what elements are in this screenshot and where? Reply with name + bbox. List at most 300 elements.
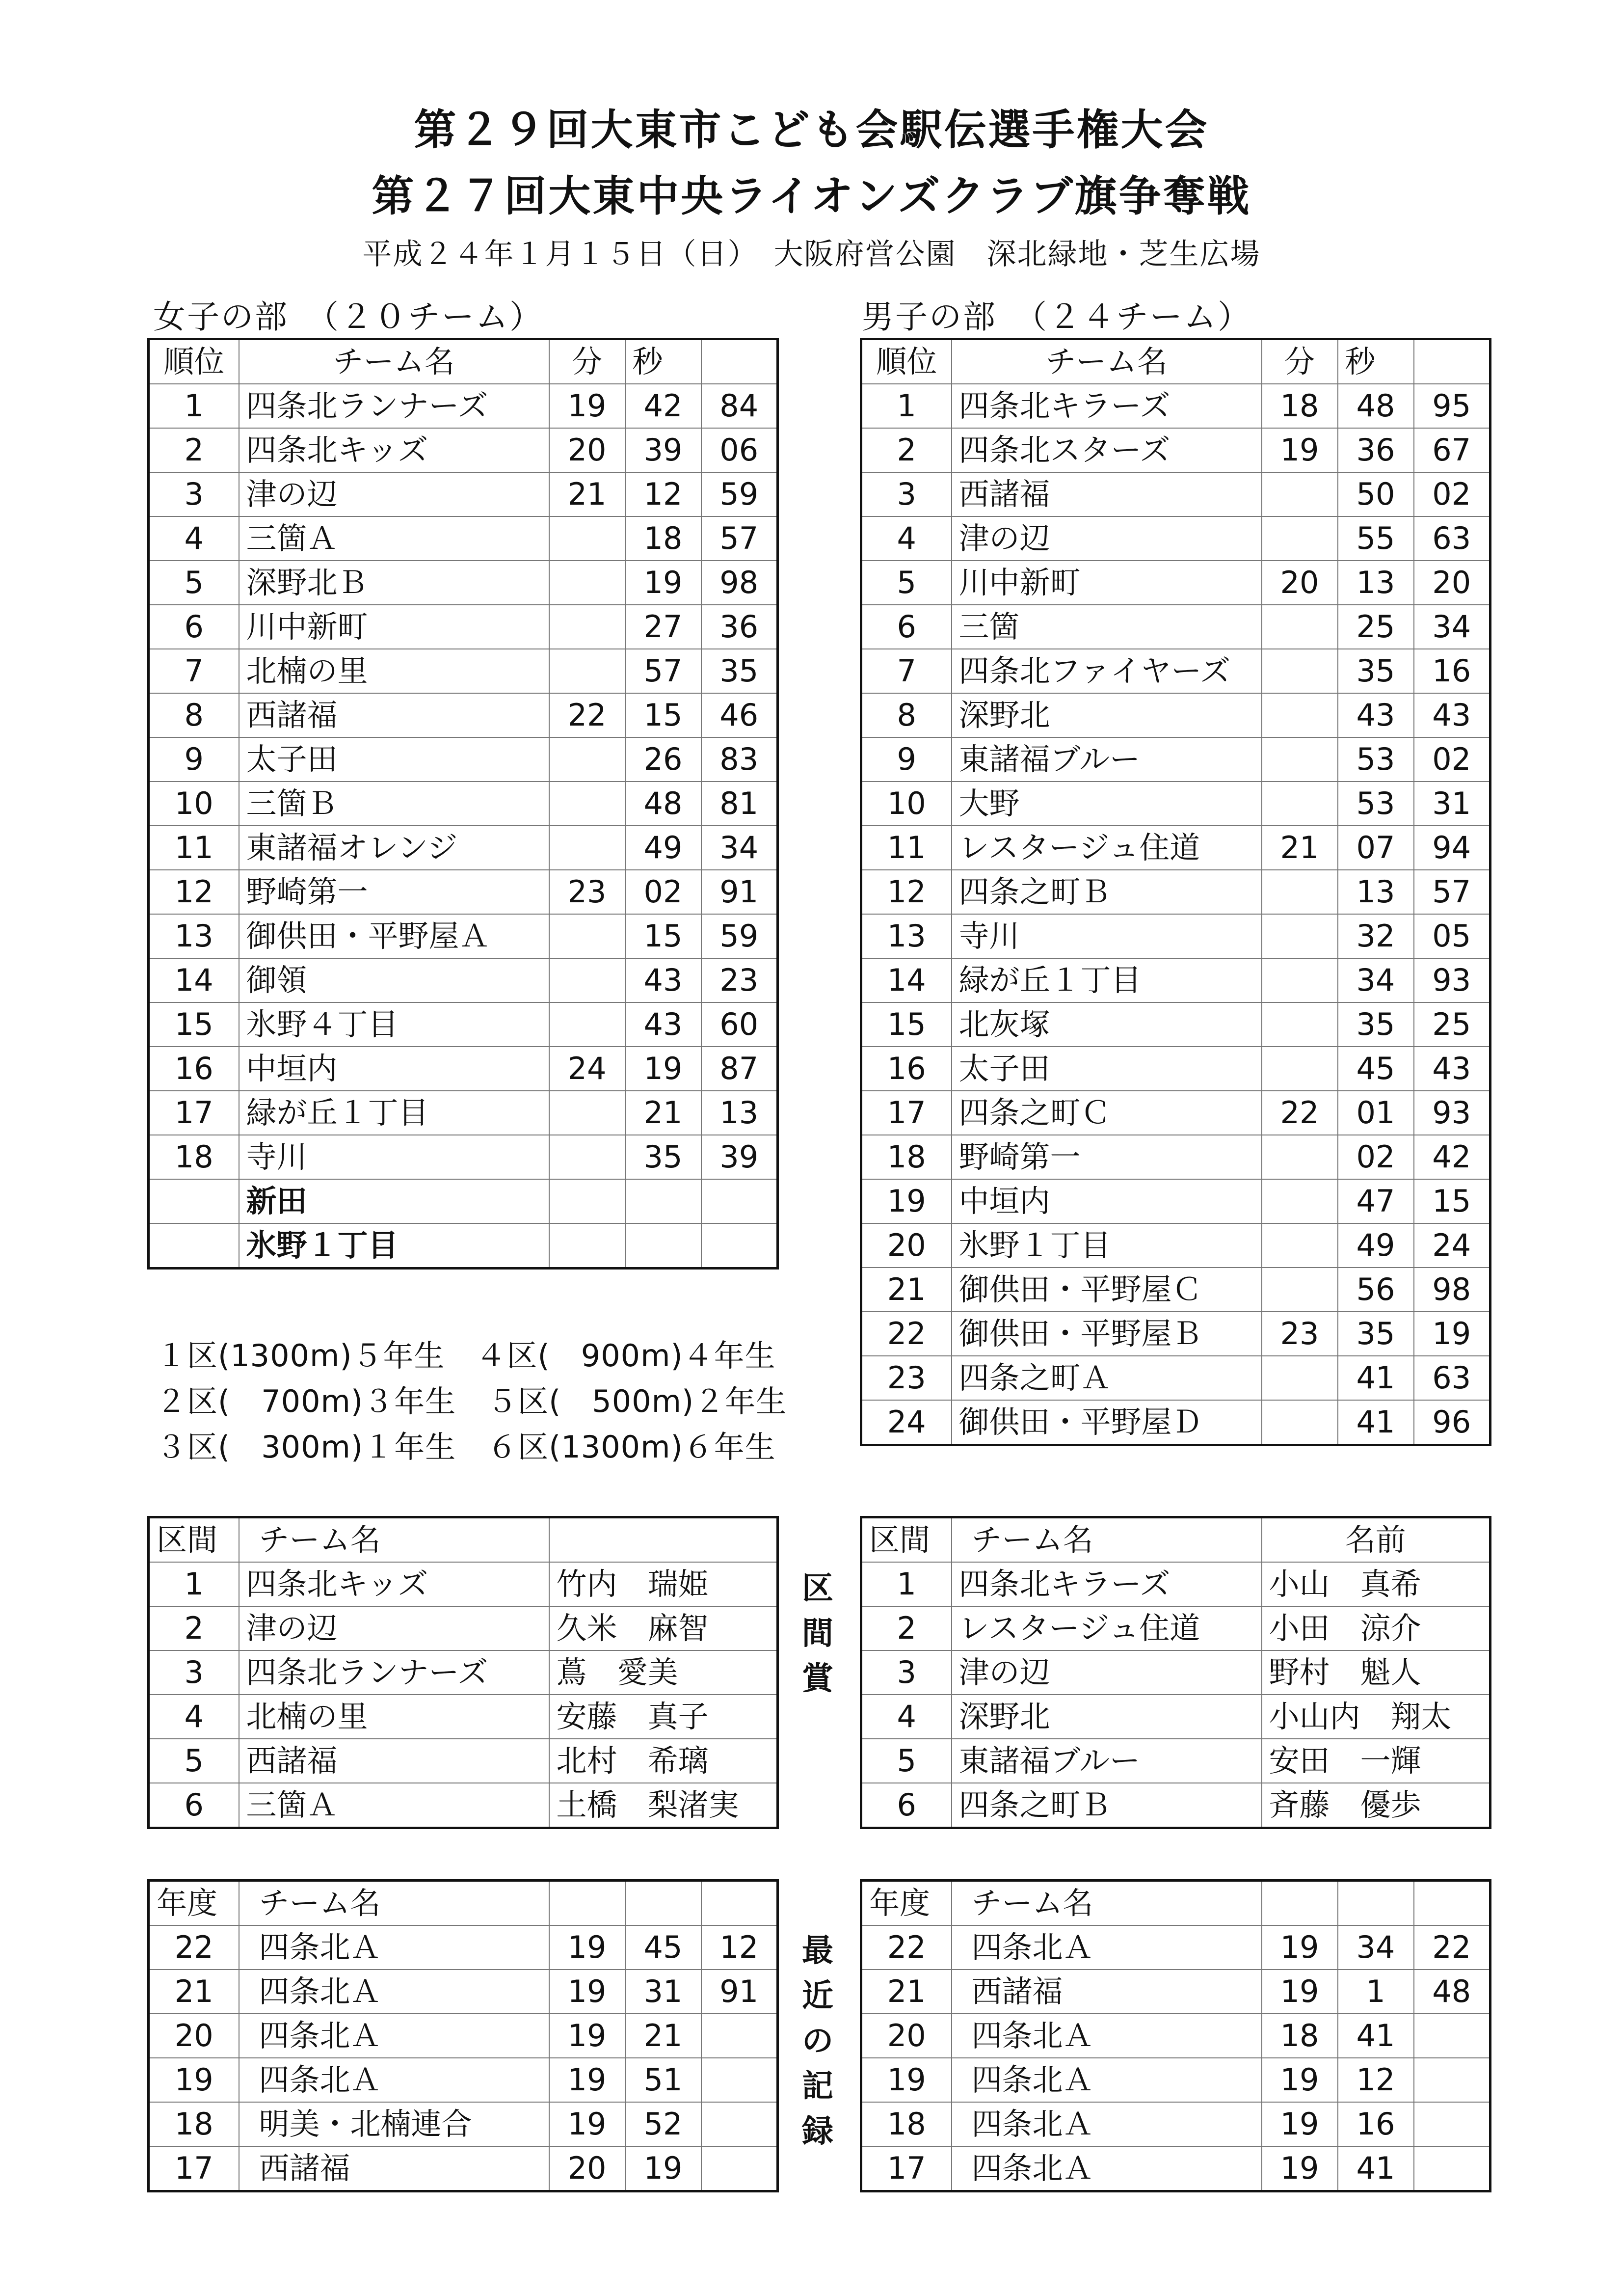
table-cell: 津の辺 (239, 472, 549, 516)
table-row (149, 1970, 778, 2014)
vertical-label-char: 区 (802, 1570, 833, 1607)
table-row (861, 1783, 1490, 1828)
table-cell: 95 (1414, 384, 1490, 428)
table-row (861, 1091, 1490, 1135)
table-cell (549, 1002, 625, 1047)
table-row (861, 516, 1490, 561)
table-cell: 四条北ランナーズ (239, 384, 549, 428)
table-cell (1262, 1179, 1338, 1223)
table-row (861, 870, 1490, 914)
table-cell: 四条北Ａ (952, 1925, 1262, 1970)
table-cell: 四条北キラーズ (952, 1562, 1262, 1606)
table-cell: 50 (1338, 472, 1414, 516)
column-header: 順位 (861, 339, 952, 384)
table-cell: 47 (1338, 1179, 1414, 1223)
boys-results-body (861, 339, 1490, 1445)
table-row (861, 605, 1490, 649)
table-cell: 84 (701, 384, 778, 428)
table-cell (549, 649, 625, 693)
table-cell: 寺川 (239, 1135, 549, 1179)
column-header (625, 1881, 701, 1926)
table-row (149, 1135, 778, 1179)
table-header-row (861, 1517, 1490, 1563)
table-cell (149, 1179, 239, 1223)
table-cell: 34 (701, 826, 778, 870)
table-cell (549, 1135, 625, 1179)
table-cell: 1 (149, 1562, 239, 1606)
table-cell: 深野北 (952, 1695, 1262, 1739)
table-cell: 19 (625, 2146, 701, 2191)
table-cell: 7 (149, 649, 239, 693)
table-cell: 19 (861, 1179, 952, 1223)
table-row (861, 1356, 1490, 1400)
table-cell: 19 (549, 2102, 625, 2146)
table-cell: 14 (149, 958, 239, 1002)
table-cell: 4 (861, 1695, 952, 1739)
table-cell (549, 958, 625, 1002)
vertical-label-char: 録 (802, 2113, 833, 2150)
table-cell: 98 (701, 561, 778, 605)
table-cell: 20 (861, 1223, 952, 1268)
table-row (861, 826, 1490, 870)
table-row (149, 1739, 778, 1783)
table-row (861, 2058, 1490, 2102)
table-row (149, 1695, 778, 1739)
table-cell: 久米 麻智 (549, 1606, 778, 1650)
page-title-secondary: 第２７回大東中央ライオンズクラブ旗争奪戦 (372, 172, 1251, 221)
table-cell: 34 (1338, 1925, 1414, 1970)
course-note-line: ３区( 300m)１年生 ６区(1300m)６年生 (156, 1429, 776, 1465)
table-cell: 5 (149, 561, 239, 605)
table-cell: 深野北Ｂ (239, 561, 549, 605)
table-row (861, 1047, 1490, 1091)
table-cell: 18 (149, 2102, 239, 2146)
table-cell: 02 (1414, 737, 1490, 782)
table-row (861, 693, 1490, 737)
table-cell: 27 (625, 605, 701, 649)
table-cell (549, 1223, 625, 1269)
table-cell (549, 737, 625, 782)
table-cell (701, 2102, 778, 2146)
table-row (861, 782, 1490, 826)
table-cell: 四条北キッズ (239, 428, 549, 472)
vertical-label-char: 記 (802, 2068, 833, 2105)
table-cell: 01 (1338, 1091, 1414, 1135)
table-row (149, 1091, 778, 1135)
table-cell (1414, 2058, 1490, 2102)
table-row (149, 2014, 778, 2058)
table-cell: 21 (861, 1268, 952, 1312)
table-cell: 四条之町Ｂ (952, 1783, 1262, 1828)
table-cell: 10 (861, 782, 952, 826)
table-cell: 21 (625, 2014, 701, 2058)
table-cell: 18 (1262, 2014, 1338, 2058)
table-cell: 御供田・平野屋Ｃ (952, 1268, 1262, 1312)
table-row (861, 1695, 1490, 1739)
table-cell (1262, 1223, 1338, 1268)
table-header-row (149, 1517, 778, 1563)
table-cell: 四条北Ａ (952, 2058, 1262, 2102)
table-cell: 北楠の里 (239, 1695, 549, 1739)
table-cell: 02 (1414, 472, 1490, 516)
table-row (149, 870, 778, 914)
table-cell: 1 (1338, 1970, 1414, 2014)
table-row (861, 649, 1490, 693)
table-cell: 北村 希璃 (549, 1739, 778, 1783)
table-cell: 20 (861, 2014, 952, 2058)
table-row (861, 1135, 1490, 1179)
table-cell: 土橋 梨渚実 (549, 1783, 778, 1828)
table-cell: 23 (701, 958, 778, 1002)
column-header (701, 339, 778, 384)
table-row (149, 1179, 778, 1223)
table-cell: 9 (861, 737, 952, 782)
table-cell: 11 (861, 826, 952, 870)
table-cell: 19 (549, 1970, 625, 2014)
table-cell: 東諸福ブルー (952, 1739, 1262, 1783)
table-cell: 野崎第一 (239, 870, 549, 914)
table-cell: 31 (625, 1970, 701, 2014)
table-cell (549, 914, 625, 958)
table-cell: 北灰塚 (952, 1002, 1262, 1047)
table-cell: 2 (861, 1606, 952, 1650)
table-row (861, 1400, 1490, 1445)
table-cell: 24 (1414, 1223, 1490, 1268)
table-cell (1262, 870, 1338, 914)
section-award-boys-table (860, 1516, 1491, 1829)
table-cell: 中垣内 (239, 1047, 549, 1091)
table-cell (1262, 1268, 1338, 1312)
table-cell: 緑が丘１丁目 (239, 1091, 549, 1135)
table-cell: 東諸福ブルー (952, 737, 1262, 782)
table-cell: 12 (861, 870, 952, 914)
table-cell (701, 2058, 778, 2102)
table-cell: 35 (1338, 1002, 1414, 1047)
table-cell: 19 (549, 1925, 625, 1970)
table-cell: 四条北Ａ (952, 2146, 1262, 2191)
table-row (861, 1925, 1490, 1970)
table-cell: 太子田 (239, 737, 549, 782)
table-cell: 15 (149, 1002, 239, 1047)
table-cell: 4 (149, 516, 239, 561)
table-cell: 22 (549, 693, 625, 737)
table-row (861, 1223, 1490, 1268)
table-cell (701, 2146, 778, 2191)
table-cell (701, 1179, 778, 1223)
column-header (549, 1517, 778, 1563)
table-cell: 19 (149, 2058, 239, 2102)
table-cell: 19 (625, 561, 701, 605)
table-cell: 四条北Ａ (239, 2058, 549, 2102)
table-cell: 四条北Ａ (239, 1970, 549, 2014)
table-cell: 東諸福オレンジ (239, 826, 549, 870)
table-cell: 御供田・平野屋Ａ (239, 914, 549, 958)
table-cell: 2 (149, 428, 239, 472)
table-cell: 御供田・平野屋Ｄ (952, 1400, 1262, 1445)
table-cell: 53 (1338, 782, 1414, 826)
table-cell: 93 (1414, 958, 1490, 1002)
table-cell: レスタージュ住道 (952, 826, 1262, 870)
table-row (149, 1047, 778, 1091)
table-row (861, 2102, 1490, 2146)
table-cell: 川中新町 (239, 605, 549, 649)
table-cell: 西諸福 (239, 2146, 549, 2191)
table-cell: 小山 真希 (1262, 1562, 1490, 1606)
column-header: チーム名 (239, 1517, 549, 1563)
table-cell: 31 (1414, 782, 1490, 826)
column-header: 年度 (149, 1881, 239, 1926)
column-header (1338, 1881, 1414, 1926)
table-cell: 西諸福 (952, 1970, 1262, 2014)
table-cell: 87 (701, 1047, 778, 1091)
table-cell: 11 (149, 826, 239, 870)
table-cell: 15 (625, 914, 701, 958)
table-cell: 35 (1338, 649, 1414, 693)
table-cell: 39 (625, 428, 701, 472)
table-row (861, 1562, 1490, 1606)
table-cell: 02 (1338, 1135, 1414, 1179)
table-header-row (861, 339, 1490, 384)
table-cell: 43 (625, 958, 701, 1002)
girls-results-table (147, 338, 779, 1270)
table-cell (1262, 472, 1338, 516)
table-cell: 39 (701, 1135, 778, 1179)
table-cell (549, 782, 625, 826)
girls-section-heading: 女子の部 （２０チーム） (153, 298, 543, 336)
table-cell: 20 (549, 428, 625, 472)
table-cell: 2 (149, 1606, 239, 1650)
table-cell: 19 (1262, 2146, 1338, 2191)
table-cell (549, 516, 625, 561)
table-cell: 4 (149, 1695, 239, 1739)
table-cell: 中垣内 (952, 1179, 1262, 1223)
column-header (1414, 1881, 1490, 1926)
table-cell (1262, 1135, 1338, 1179)
table-cell (1262, 914, 1338, 958)
table-cell: 16 (1414, 649, 1490, 693)
table-cell: 四条北Ａ (952, 2014, 1262, 2058)
column-header: 順位 (149, 339, 239, 384)
table-cell: 3 (861, 1650, 952, 1695)
column-header: チーム名 (239, 339, 549, 384)
table-row (861, 1002, 1490, 1047)
table-cell: 四条北ファイヤーズ (952, 649, 1262, 693)
table-cell: 19 (1262, 1970, 1338, 2014)
table-cell: 94 (1414, 826, 1490, 870)
table-cell: 野村 魁人 (1262, 1650, 1490, 1695)
table-cell: 四条北スターズ (952, 428, 1262, 472)
table-cell: 93 (1414, 1091, 1490, 1135)
table-cell (549, 1091, 625, 1135)
table-cell: 緑が丘１丁目 (952, 958, 1262, 1002)
table-cell: 83 (701, 737, 778, 782)
table-cell: 91 (701, 870, 778, 914)
table-cell: 10 (149, 782, 239, 826)
table-cell: 6 (149, 1783, 239, 1828)
column-header: チーム名 (952, 339, 1262, 384)
recent-records-label (793, 1928, 842, 2154)
table-cell: 津の辺 (952, 516, 1262, 561)
table-row (149, 1925, 778, 1970)
table-cell: 8 (149, 693, 239, 737)
table-cell: 野崎第一 (952, 1135, 1262, 1179)
table-cell: 53 (1338, 737, 1414, 782)
table-cell: 59 (701, 914, 778, 958)
table-cell: 49 (1338, 1223, 1414, 1268)
table-cell (1414, 2014, 1490, 2058)
table-cell: 48 (1338, 384, 1414, 428)
vertical-label-char: 間 (802, 1616, 833, 1652)
table-cell (1414, 2102, 1490, 2146)
table-row (149, 958, 778, 1002)
column-header (701, 1881, 778, 1926)
table-cell: 新田 (239, 1179, 549, 1223)
table-cell: 34 (1414, 605, 1490, 649)
table-cell: 18 (625, 516, 701, 561)
table-cell: 御供田・平野屋Ｂ (952, 1312, 1262, 1356)
table-cell: 15 (625, 693, 701, 737)
column-header (1414, 339, 1490, 384)
table-cell (625, 1179, 701, 1223)
table-cell: 25 (1414, 1002, 1490, 1047)
table-cell: 35 (1338, 1312, 1414, 1356)
table-cell: 21 (861, 1970, 952, 2014)
table-cell: 17 (149, 2146, 239, 2191)
table-cell: 6 (149, 605, 239, 649)
table-cell: 明美・北楠連合 (239, 2102, 549, 2146)
table-cell: 17 (861, 1091, 952, 1135)
table-cell: 5 (861, 1739, 952, 1783)
section-award-girls-table (147, 1516, 779, 1829)
table-row (861, 428, 1490, 472)
table-row (149, 2058, 778, 2102)
table-cell (1262, 958, 1338, 1002)
table-cell: 48 (1414, 1970, 1490, 2014)
table-cell: 津の辺 (952, 1650, 1262, 1695)
table-cell: 津の辺 (239, 1606, 549, 1650)
table-cell: 7 (861, 649, 952, 693)
table-row (861, 1268, 1490, 1312)
table-cell (1262, 1002, 1338, 1047)
table-cell: 三箇Ａ (239, 516, 549, 561)
table-cell: 16 (861, 1047, 952, 1091)
column-header: 秒 (625, 339, 701, 384)
table-cell: 竹内 瑞姫 (549, 1562, 778, 1606)
column-header: 名前 (1262, 1517, 1490, 1563)
table-cell: 12 (1338, 2058, 1414, 2102)
table-row (149, 1002, 778, 1047)
table-cell: 51 (625, 2058, 701, 2102)
table-cell: 12 (701, 1925, 778, 1970)
table-cell: 41 (1338, 1400, 1414, 1445)
table-cell: 57 (701, 516, 778, 561)
table-cell: 16 (149, 1047, 239, 1091)
table-row (149, 1223, 778, 1269)
table-row (861, 472, 1490, 516)
table-cell: 81 (701, 782, 778, 826)
table-cell: 15 (1414, 1179, 1490, 1223)
table-cell: 13 (1338, 561, 1414, 605)
table-cell: 2 (861, 428, 952, 472)
table-cell: 1 (861, 1562, 952, 1606)
table-cell: 13 (861, 914, 952, 958)
table-cell: 17 (861, 2146, 952, 2191)
table-cell: 18 (149, 1135, 239, 1179)
boys-results-table (860, 338, 1491, 1446)
table-cell: 16 (1338, 2102, 1414, 2146)
table-cell: 42 (1414, 1135, 1490, 1179)
table-cell: 13 (149, 914, 239, 958)
table-cell: 西諸福 (239, 693, 549, 737)
column-header (549, 1881, 625, 1926)
table-cell: 安田 一輝 (1262, 1739, 1490, 1783)
table-cell (549, 1179, 625, 1223)
table-cell: 三箇Ｂ (239, 782, 549, 826)
table-cell: 98 (1414, 1268, 1490, 1312)
page-title: 第２９回大東市こども会駅伝選手権大会 (414, 106, 1209, 155)
table-cell: 20 (1262, 561, 1338, 605)
table-cell: 91 (701, 1970, 778, 2014)
table-row (861, 384, 1490, 428)
table-cell: 21 (1262, 826, 1338, 870)
table-cell: 21 (549, 472, 625, 516)
table-cell: 13 (1338, 870, 1414, 914)
table-cell: 6 (861, 1783, 952, 1828)
table-cell: 19 (861, 2058, 952, 2102)
recent-records-girls-body (149, 1881, 778, 2191)
table-cell: 41 (1338, 2014, 1414, 2058)
vertical-label-char: の (802, 2023, 833, 2059)
table-row (149, 516, 778, 561)
table-cell: 32 (1338, 914, 1414, 958)
table-row (149, 914, 778, 958)
table-cell: 52 (625, 2102, 701, 2146)
table-cell (1262, 1400, 1338, 1445)
table-cell: 四条北ランナーズ (239, 1650, 549, 1695)
table-cell: レスタージュ住道 (952, 1606, 1262, 1650)
table-cell (1262, 693, 1338, 737)
table-cell: 3 (149, 1650, 239, 1695)
girls-results-body (149, 339, 778, 1269)
table-cell: 06 (701, 428, 778, 472)
table-cell (549, 826, 625, 870)
column-header: 年度 (861, 1881, 952, 1926)
table-cell: 四条北キラーズ (952, 384, 1262, 428)
table-cell: 19 (549, 2058, 625, 2102)
column-header: チーム名 (952, 1881, 1262, 1926)
table-cell: 3 (149, 472, 239, 516)
table-row (149, 737, 778, 782)
table-header-row (149, 1881, 778, 1926)
table-cell: 5 (861, 561, 952, 605)
table-cell: 43 (1338, 693, 1414, 737)
table-cell: 四条北Ａ (952, 2102, 1262, 2146)
table-cell (1262, 1356, 1338, 1400)
table-cell: 蔦 愛美 (549, 1650, 778, 1695)
table-row (149, 1562, 778, 1606)
table-cell: 川中新町 (952, 561, 1262, 605)
table-cell (549, 605, 625, 649)
table-cell: 1 (149, 384, 239, 428)
table-cell: 45 (625, 1925, 701, 1970)
table-cell: 59 (701, 472, 778, 516)
table-cell: 24 (549, 1047, 625, 1091)
table-cell: 5 (149, 1739, 239, 1783)
table-cell: 御領 (239, 958, 549, 1002)
table-cell: 12 (149, 870, 239, 914)
table-row (149, 561, 778, 605)
table-cell (149, 1223, 239, 1269)
